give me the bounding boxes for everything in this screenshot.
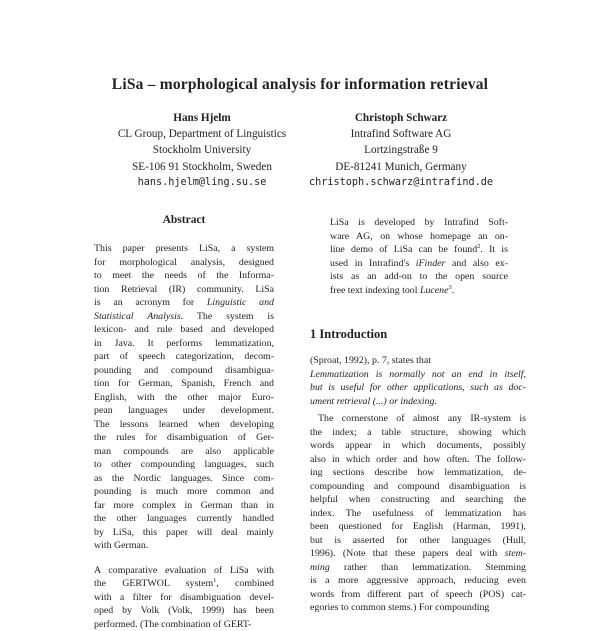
text-line: man compounds are also applicable (94, 445, 274, 459)
abstract-paragraph (94, 242, 274, 553)
introduction-body (310, 354, 526, 615)
text-line: ware AG, on whose homepage an on- (330, 230, 508, 244)
author-address: DE-81241 Munich, Germany (296, 159, 506, 175)
author-email: hans.hjelm@ling.su.se (92, 175, 312, 191)
text-line: index. The usefulness of lemmatization has (310, 507, 526, 521)
text-line: by LiSa, this paper will deal mainly (94, 526, 274, 540)
text-line: the rules for disambiguation of Ger- (94, 431, 274, 445)
text-line: in Java. It performs lemmatization, (94, 337, 274, 351)
text-line: pean languages under development. (94, 404, 274, 418)
text-line: tion for German, Spanish, French and (94, 377, 274, 391)
text-line: to meet the needs of the Informa- (94, 269, 274, 283)
author-affiliation: Intrafind Software AG (296, 126, 506, 142)
text-line: oped by Volk (Volk, 1999) has been (94, 604, 274, 618)
text-line: lexicon- and rule based and developed (94, 323, 274, 337)
author-institution: Lortzingstraße 9 (296, 142, 506, 158)
text-line: but is useful for other applications, such as doc- (310, 381, 526, 395)
text-line: pounding and compound disambigua- (94, 364, 274, 378)
text-line: but is asserted for other languages (Hull, (310, 534, 526, 548)
text-line: for morphological analysis, designed (94, 256, 274, 270)
text-line: line demo of LiSa can be found$^2$. It is (330, 243, 508, 257)
author-name: Christoph Schwarz (296, 110, 506, 126)
text-line: as the Nordic languages. Since com- (94, 472, 274, 486)
text-line: part of speech categorization, decom- (94, 350, 274, 364)
section-heading-introduction: 1 Introduction (310, 327, 387, 342)
text-line: with German. (94, 539, 274, 553)
author-institution: Stockholm University (92, 142, 312, 158)
text-line: This paper presents LiSa, a system (94, 242, 274, 256)
text-line: far more complex in German than in (94, 499, 274, 513)
author-address: SE-106 91 Stockholm, Sweden (92, 159, 312, 175)
text-line: A comparative evaluation of LiSa with (94, 564, 274, 578)
right-paragraph (330, 216, 508, 297)
text-line: English, with the other major Euro- (94, 391, 274, 405)
text-line: to other compounding languages, such (94, 458, 274, 472)
text-line: is a more aggressive approach, reducing even (310, 574, 526, 588)
text-line: compounding and compound disambiguation is (310, 480, 526, 494)
text-line: free text indexing tool Lucene$^3$. (330, 284, 508, 298)
text-line: performed. (The combination of GERT- (94, 618, 274, 631)
text-line: been questioned for English (Harman, 1991), (310, 520, 526, 534)
author-block-2 (296, 110, 506, 191)
text-line: tion Retrieval (IR) community. LiSa (94, 283, 274, 297)
text-line: with a filter for disambiguation devel- (94, 591, 274, 605)
author-block-1 (92, 110, 312, 191)
text-line: used in Intrafind's iFinder and also ex- (330, 257, 508, 271)
text-line: egories to common stems.) For compounding (310, 601, 526, 615)
text-line: ming rather than lemmatization. Stemming (310, 561, 526, 575)
text-line: also in which order and how often. The follow- (310, 453, 526, 467)
author-email: christoph.schwarz@intrafind.de (296, 175, 506, 191)
author-name: Hans Hjelm (92, 110, 312, 126)
text-line: Lemmatization is normally not an end in itself, (310, 368, 526, 382)
text-line: the index; a table structure, showing which (310, 426, 526, 440)
text-line: the other languages currently handled (94, 512, 274, 526)
abstract-paragraph-2 (94, 564, 274, 631)
right-column-intro-text (330, 216, 508, 297)
text-line: The cornerstone of almost any IR-system is (310, 412, 526, 426)
text-line: words appear in which documents, possibly (310, 439, 526, 453)
intro-quote (310, 368, 526, 409)
text-line: helpful when constructing and searching the (310, 493, 526, 507)
text-line: ument retrieval (...) or indexing. (310, 395, 526, 409)
text-line: words from different part of speech (POS) cat- (310, 588, 526, 602)
intro-paragraph (310, 412, 526, 615)
text-line: ing sections describe how lemmatization, de- (310, 466, 526, 480)
abstract-heading: Abstract (94, 214, 274, 226)
text-line: Statistical Analysis. The system is (94, 310, 274, 324)
intro-reference: (Sproat, 1992), p. 7, states that (310, 354, 526, 368)
text-line: is an acronym for Linguistic and (94, 296, 274, 310)
text-line: ists as an add-on to the open source (330, 270, 508, 284)
abstract-body (94, 242, 274, 631)
text-line: LiSa is developed by Intrafind Soft- (330, 216, 508, 230)
author-affiliation: CL Group, Department of Linguistics (92, 126, 312, 142)
paper-title: LiSa – morphological analysis for information retrieval (0, 76, 600, 94)
text-line: pounding is much more common and (94, 485, 274, 499)
text-line: the GERTWOL system$^1$, combined (94, 577, 274, 591)
text-line: The lessons learned when developing (94, 418, 274, 432)
text-line: 1996). (Note that these papers deal with stem- (310, 547, 526, 561)
